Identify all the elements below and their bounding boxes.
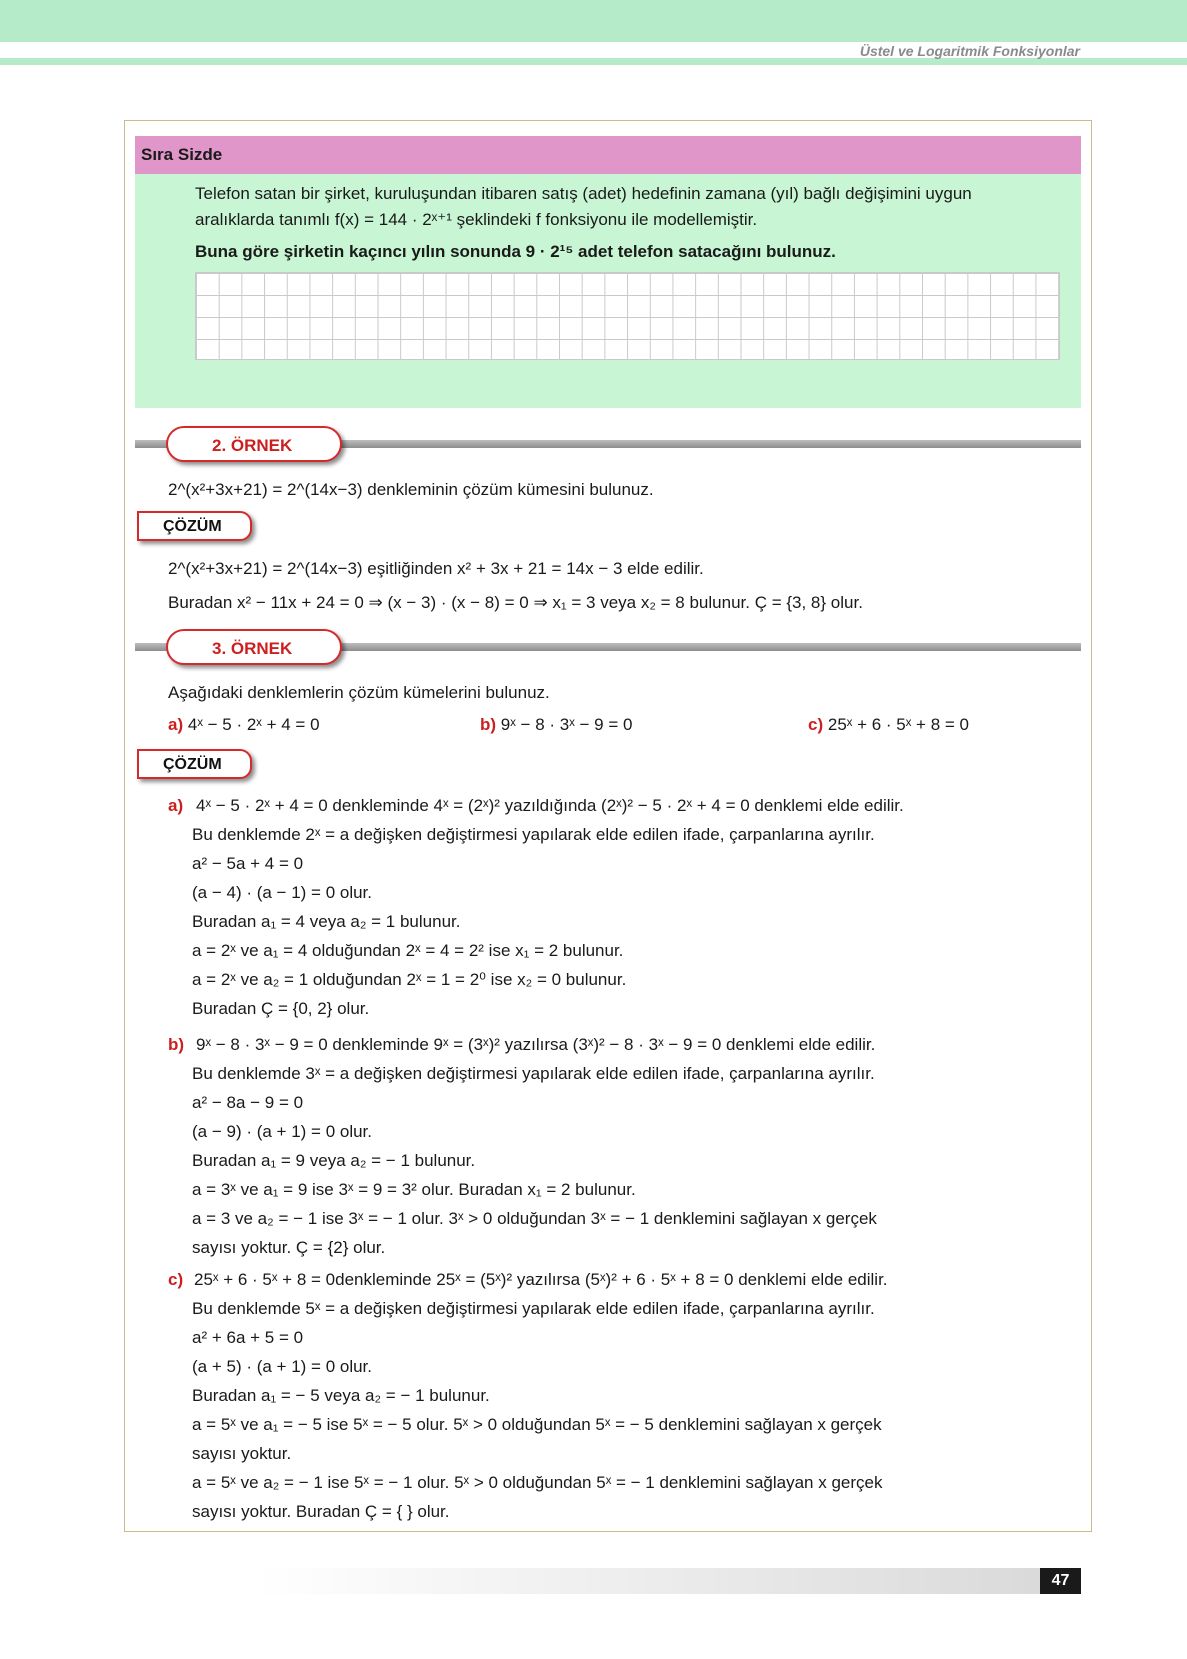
solution-b-line: (a − 9) · (a + 1) = 0 olur. [192,1122,373,1141]
solution-b-label: b) [168,1035,185,1054]
solution-c-line: (a + 5) · (a + 1) = 0 olur. [192,1357,373,1376]
part-c-label: c) [808,715,824,734]
part-b-label: b) [480,715,497,734]
solution-c-line: a = 5ˣ ve a₁ = − 5 ise 5ˣ = − 5 olur. 5ˣ > 0 olduğundan 5ˣ = − 5 denklemini sağlayan x gerçek [192,1415,882,1434]
solution-c-label: c) [168,1270,184,1289]
solution-c-line: Bu denklemde 5ˣ = a değişken değiştirmesi yapılarak elde edilen ifade, çarpanlarına ayrılır. [192,1299,875,1318]
solution-a-line: a = 2ˣ ve a₁ = 4 olduğundan 2ˣ = 4 = 2² ise x₁ = 2 bulunur. [192,941,624,960]
solution-b-line: a = 3 ve a₂ = − 1 ise 3ˣ = − 1 olur. 3ˣ > 0 olduğundan 3ˣ = − 1 denklemini sağlayan x gerçek [192,1209,877,1228]
solution-a-line: Buradan Ç = {0, 2} olur. [192,999,370,1018]
example3-part-b [480,715,632,735]
solution-b-line: a = 3ˣ ve a₁ = 9 ise 3ˣ = 9 = 3² olur. Buradan x₁ = 2 bulunur. [192,1180,636,1199]
solution-a-line: a² − 5a + 4 = 0 [192,854,304,873]
solution-a-line: Buradan a₁ = 4 veya a₂ = 1 bulunur. [192,912,461,931]
page-number: 47 [1040,1568,1081,1594]
solution-a-label: a) [168,796,184,815]
example3-tab-label: 3. ÖRNEK [212,639,293,658]
sira-sizde-question: Buna göre şirketin kaçıncı yılın sonunda 9 · 2¹⁵ adet telefon satacağını bulunuz. [195,242,836,261]
example2-solution-line1: 2^(x²+3x+21) = 2^(14x−3) eşitliğinden x² + 3x + 21 = 14x − 3 elde edilir. [168,559,704,578]
solution-b-line: Buradan a₁ = 9 veya a₂ = − 1 bulunur. [192,1151,476,1170]
solution-c-line: Buradan a₁ = − 5 veya a₂ = − 1 bulunur. [192,1386,490,1405]
example3-part-a [168,715,320,735]
example2-solution-badge [137,511,252,541]
example2-solution-label: ÇÖZÜM [163,518,222,535]
sira-sizde-header [135,136,1081,174]
solution-b-line: a² − 8a − 9 = 0 [192,1093,304,1112]
header-line [0,58,1187,65]
solution-a-line: (a − 4) · (a − 1) = 0 olur. [192,883,373,902]
solution-c-line: 25ˣ + 6 · 5ˣ + 8 = 0denkleminde 25ˣ = (5ˣ)² yazılırsa (5ˣ)² + 6 · 5ˣ + 8 = 0 denklemi elde edilir. [194,1270,888,1289]
solution-b-line: Bu denklemde 3ˣ = a değişken değiştirmesi yapılarak elde edilen ifade, çarpanlarına ayrılır. [192,1064,875,1083]
sira-sizde-line2: aralıklarda tanımlı f(x) = 144 · 2ˣ⁺¹ şeklindeki f fonksiyonu ile modellemiştir. [195,210,758,229]
solution-c-line: a² + 6a + 5 = 0 [192,1328,304,1347]
answer-grid [195,272,1060,360]
header-band [0,0,1187,42]
solution-a-line: 4ˣ − 5 · 2ˣ + 4 = 0 denkleminde 4ˣ = (2ˣ)² yazıldığında (2ˣ)² − 5 · 2ˣ + 4 = 0 denklemi elde edilir. [196,796,904,815]
solution-c-line: sayısı yoktur. Buradan Ç = { } olur. [192,1502,450,1521]
footer-strip [255,1568,1081,1594]
example2-tab [166,426,342,462]
part-b-equation: 9ˣ − 8 · 3ˣ − 9 = 0 [500,715,633,734]
part-a-label: a) [168,715,184,734]
example2-solution-line2: Buradan x² − 11x + 24 = 0 ⇒ (x − 3) · (x − 8) = 0 ⇒ x₁ = 3 veya x₂ = 8 bulunur. Ç = {3, 8} olur. [168,593,863,612]
example3-solution-label: ÇÖZÜM [163,756,222,773]
solution-b-line: 9ˣ − 8 · 3ˣ − 9 = 0 denkleminde 9ˣ = (3ˣ)² yazılırsa (3ˣ)² − 8 · 3ˣ − 9 = 0 denklemi elde edilir. [196,1035,876,1054]
example2-problem: 2^(x²+3x+21) = 2^(14x−3) denkleminin çözüm kümesini bulunuz. [168,480,654,499]
solution-c-line: sayısı yoktur. [192,1444,292,1463]
example3-solution-badge [137,749,252,779]
part-a-equation: 4ˣ − 5 · 2ˣ + 4 = 0 [187,715,320,734]
example3-part-c [808,715,969,735]
sira-sizde-title: Sıra Sizde [141,145,223,164]
example2-tab-label: 2. ÖRNEK [212,436,293,455]
solution-b-line: sayısı yoktur. Ç = {2} olur. [192,1238,386,1257]
part-c-equation: 25ˣ + 6 · 5ˣ + 8 = 0 [827,715,969,734]
solution-a-line: a = 2ˣ ve a₂ = 1 olduğundan 2ˣ = 1 = 2⁰ ise x₂ = 0 bulunur. [192,970,627,989]
sira-sizde-line1: Telefon satan bir şirket, kuruluşundan itibaren satış (adet) hedefinin zamana (yıl) bağlı değişimini uygun [195,184,972,203]
sira-sizde-box [135,174,1081,408]
example3-tab [166,629,342,665]
chapter-title: Üstel ve Logaritmik Fonksiyonlar [859,43,1080,59]
solution-a-line: Bu denklemde 2ˣ = a değişken değiştirmesi yapılarak elde edilen ifade, çarpanlarına ayrılır. [192,825,875,844]
example3-problem: Aşağıdaki denklemlerin çözüm kümelerini bulunuz. [168,683,550,702]
solution-c-line: a = 5ˣ ve a₂ = − 1 ise 5ˣ = − 1 olur. 5ˣ > 0 olduğundan 5ˣ = − 1 denklemini sağlayan x gerçek [192,1473,883,1492]
